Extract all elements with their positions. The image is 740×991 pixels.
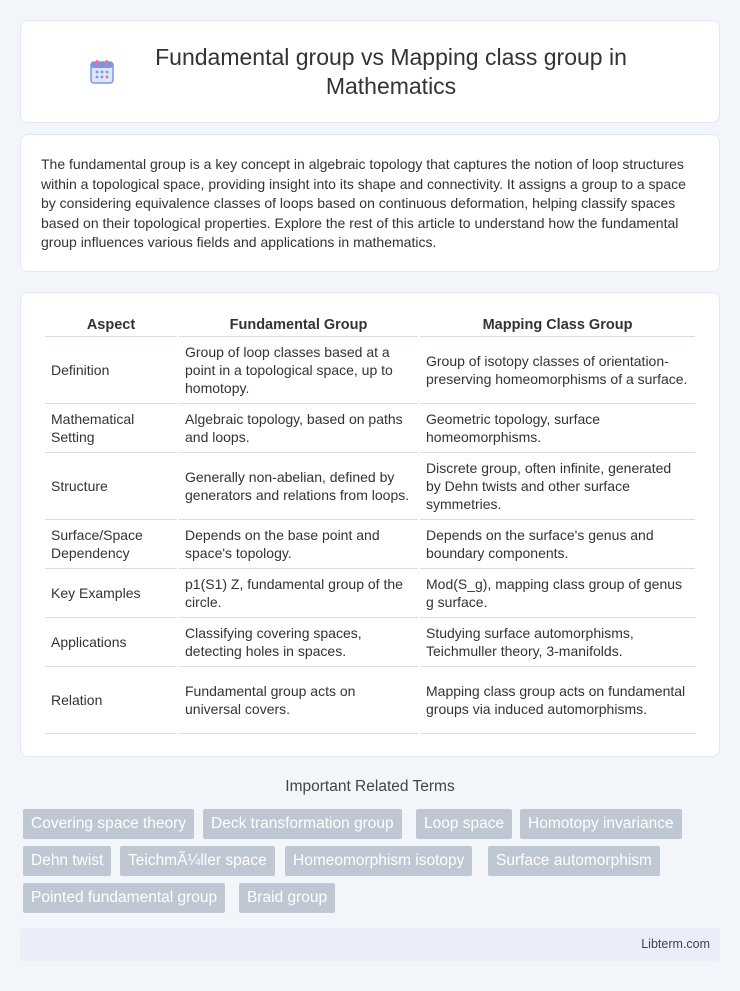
cell-fundamental: Fundamental group acts on universal covers. [179, 667, 418, 734]
calendar-icon [89, 59, 115, 85]
cell-mapping: Geometric topology, surface homeomorphisms. [420, 404, 695, 453]
cell-fundamental: Algebraic topology, based on paths and loops. [179, 404, 418, 453]
comparison-table [43, 313, 697, 734]
cell-mapping: Group of isotopy classes of orientation-preserving homeomorphisms of a surface. [420, 337, 695, 404]
intro-paragraph: The fundamental group is a key concept in algebraic topology that captures the notion of loop structures within a topological space, providing insight into its shape and connectivity. It assigns a group to a space by considering equivalence classes of loops based on continuous deformation, helping classify spaces based on their topological properties. Explore the rest of this article to understand how the fundamental group influences various fields and applications in mathematics. [41, 156, 686, 250]
cell-aspect: Structure [45, 453, 177, 520]
cell-mapping: Depends on the surface's genus and boundary components. [420, 520, 695, 569]
related-term-chip[interactable]: Pointed fundamental group [23, 883, 225, 913]
related-terms-title: Important Related Terms [285, 778, 455, 795]
cell-mapping: Mapping class group acts on fundamental groups via induced automorphisms. [420, 667, 695, 734]
table-row [45, 667, 695, 734]
related-term-chip[interactable]: Deck transformation group [203, 809, 402, 839]
cell-mapping: Studying surface automorphisms, Teichmuller theory, 3-manifolds. [420, 618, 695, 667]
header-mapping-class-group: Mapping Class Group [420, 313, 695, 337]
header-card [20, 20, 720, 123]
related-term-chip[interactable]: Homeomorphism isotopy [285, 846, 472, 876]
footer [20, 928, 720, 961]
table-row [45, 453, 695, 520]
header-fundamental-group: Fundamental Group [179, 313, 418, 337]
related-term-chip[interactable]: TeichmÃ¼ller space [120, 846, 275, 876]
cell-fundamental: Depends on the base point and space's topology. [179, 520, 418, 569]
cell-aspect: Applications [45, 618, 177, 667]
table-row [45, 569, 695, 618]
related-term-chip[interactable]: Braid group [239, 883, 335, 913]
related-term-chip[interactable]: Homotopy invariance [520, 809, 682, 839]
cell-aspect: Key Examples [45, 569, 177, 618]
related-term-chip[interactable]: Loop space [416, 809, 512, 839]
cell-fundamental: Generally non-abelian, defined by generators and relations from loops. [179, 453, 418, 520]
cell-fundamental: p1(S1) Z, fundamental group of the circle. [179, 569, 418, 618]
cell-aspect: Definition [45, 337, 177, 404]
cell-fundamental: Classifying covering spaces, detecting holes in spaces. [179, 618, 418, 667]
related-term-chip[interactable]: Surface automorphism [488, 846, 660, 876]
cell-mapping: Mod(S_g), mapping class group of genus g surface. [420, 569, 695, 618]
table-row [45, 404, 695, 453]
table-header-row [45, 313, 695, 337]
comparison-card [20, 292, 720, 757]
table-row [45, 618, 695, 667]
related-term-chip[interactable]: Dehn twist [23, 846, 111, 876]
table-row [45, 520, 695, 569]
table-row [45, 337, 695, 404]
header-aspect: Aspect [45, 313, 177, 337]
page-title: Fundamental group vs Mapping class group in Mathematics [155, 43, 627, 99]
cell-fundamental: Group of loop classes based at a point in a topological space, up to homotopy. [179, 337, 418, 404]
footer-site-link[interactable]: Libterm.com [641, 937, 710, 951]
cell-aspect: Relation [45, 667, 177, 734]
intro-card [20, 134, 720, 272]
cell-mapping: Discrete group, often infinite, generated by Dehn twists and other surface symmetries. [420, 453, 695, 520]
cell-aspect: Surface/Space Dependency [45, 520, 177, 569]
related-term-chip[interactable]: Covering space theory [23, 809, 194, 839]
cell-aspect: Mathematical Setting [45, 404, 177, 453]
